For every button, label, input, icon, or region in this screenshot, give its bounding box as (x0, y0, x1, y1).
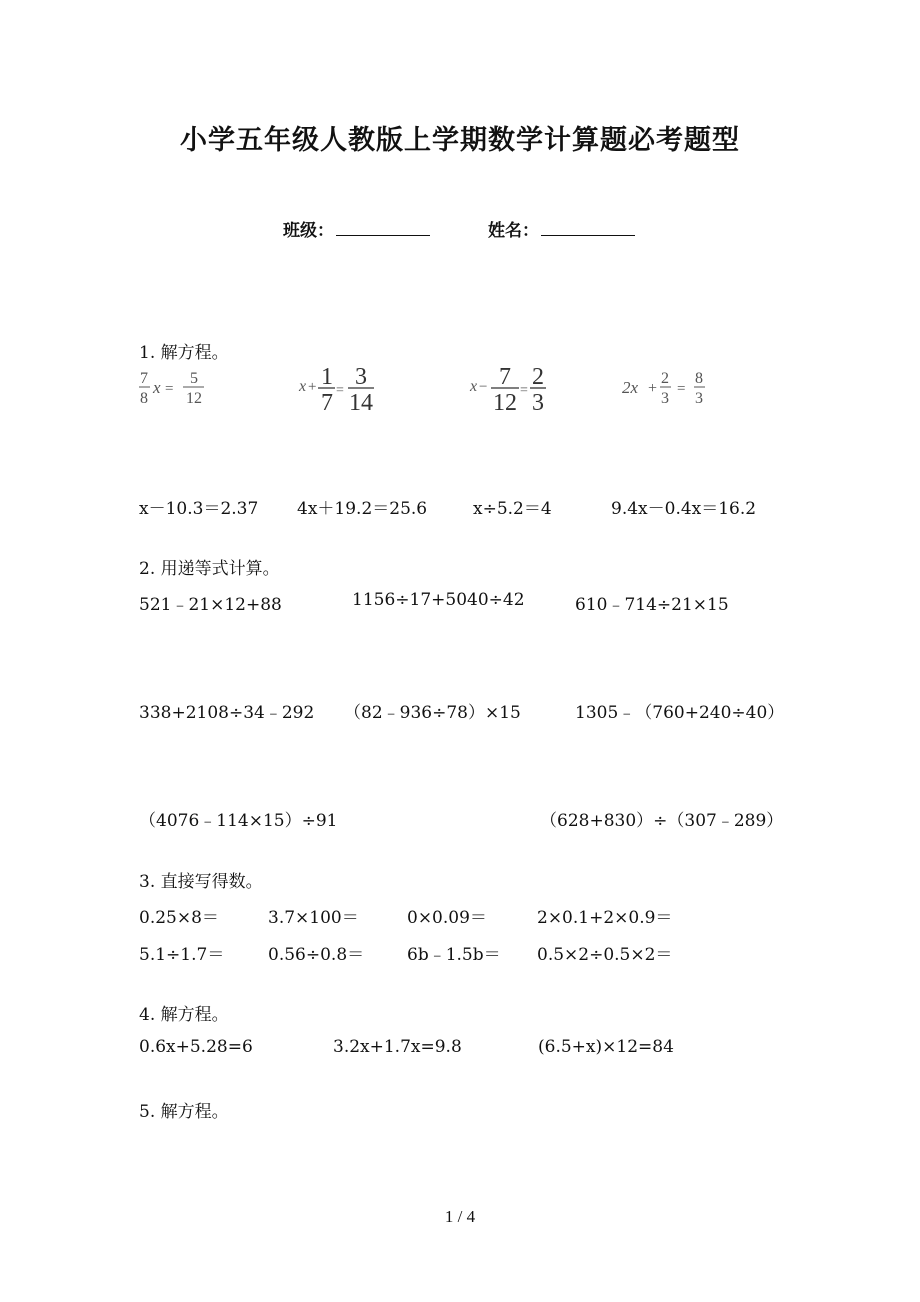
decimal-equation: 9.4x－0.4x＝16.2 (611, 499, 757, 519)
fraction-equation-4 (620, 366, 710, 408)
section-1-heading: 1. 解方程。 (139, 343, 229, 363)
mental-math-item: 6b﹣1.5b＝ (407, 945, 501, 965)
fraction-equation-3 (469, 362, 559, 414)
page-title: 小学五年级人教版上学期数学计算题必考题型 (180, 125, 740, 156)
mental-math-item: 0×0.09＝ (407, 908, 487, 928)
expression: （4076﹣114×15）÷91 (139, 811, 338, 831)
decimal-equation: x－10.3＝2.37 (139, 499, 259, 519)
page-number: 1 / 4 (444, 1207, 476, 1226)
section-2-heading: 2. 用递等式计算。 (139, 559, 280, 579)
class-blank[interactable] (336, 219, 430, 236)
eq3-op: − (479, 379, 488, 395)
eq1-coef-num: 7 (140, 370, 148, 387)
equation: 3.2x+1.7x=9.8 (333, 1037, 462, 1057)
eq3-a-den: 12 (493, 390, 517, 414)
section-5-heading: 5. 解方程。 (139, 1102, 229, 1122)
eq4-a-num: 2 (661, 370, 669, 387)
expression: 1305﹣（760+240÷40） (575, 703, 785, 723)
decimal-equation: x÷5.2＝4 (473, 499, 552, 519)
eq2-eq: = (336, 383, 344, 398)
mental-math-item: 2×0.1+2×0.9＝ (537, 908, 673, 928)
class-label: 班级： (283, 221, 334, 241)
mental-math-item: 0.5×2÷0.5×2＝ (537, 945, 673, 965)
section-3-heading: 3. 直接写得数。 (139, 872, 263, 892)
eq4-a-den: 3 (661, 390, 669, 407)
eq1-rhs-den: 12 (186, 390, 202, 407)
eq2-rhs-den: 14 (349, 390, 373, 414)
name-label: 姓名： (488, 221, 539, 241)
eq4-rhs-num: 8 (695, 370, 703, 387)
decimal-equation: 4x＋19.2＝25.6 (297, 499, 428, 519)
eq1-coef-den: 8 (140, 390, 148, 407)
expression: （628+830）÷（307﹣289） (540, 811, 784, 831)
mental-math-item: 5.1÷1.7＝ (139, 945, 225, 965)
class-field[interactable] (283, 216, 430, 241)
eq2-op: + (308, 379, 317, 395)
eq4-eq: = (677, 381, 686, 397)
expression: 1156÷17+5040÷42 (352, 590, 525, 610)
expression: 521﹣21×12+88 (139, 595, 282, 615)
eq2-a-num: 1 (321, 364, 333, 390)
eq1-var: x (153, 378, 161, 397)
eq3-rhs-num: 2 (532, 364, 544, 390)
fraction-equation-2 (298, 362, 388, 414)
eq3-rhs-den: 3 (532, 390, 544, 414)
eq3-var: x (470, 378, 478, 395)
expression: 338+2108÷34﹣292 (139, 703, 315, 723)
eq1-rhs-num: 5 (190, 370, 198, 387)
eq3-a-num: 7 (499, 364, 511, 390)
expression: 610﹣714÷21×15 (575, 595, 729, 615)
expression: （82﹣936÷78）×15 (344, 703, 521, 723)
eq2-a-den: 7 (321, 390, 333, 414)
eq4-op: + (648, 380, 658, 397)
mental-math-item: 0.56÷0.8＝ (268, 945, 365, 965)
mental-math-item: 0.25×8＝ (139, 908, 219, 928)
eq4-lhs: 2x (622, 378, 639, 397)
eq2-var: x (299, 378, 307, 395)
eq4-rhs-den: 3 (695, 390, 703, 407)
section-4-heading: 4. 解方程。 (139, 1005, 229, 1025)
equation: 0.6x+5.28=6 (139, 1037, 253, 1057)
eq3-eq: = (520, 383, 528, 398)
fraction-equation-1 (138, 366, 218, 408)
name-field[interactable] (488, 216, 635, 241)
equation: (6.5+x)×12=84 (538, 1037, 674, 1057)
eq1-eq: = (165, 381, 174, 397)
eq2-rhs-num: 3 (355, 364, 367, 390)
name-blank[interactable] (541, 219, 635, 236)
mental-math-item: 3.7×100＝ (268, 908, 359, 928)
